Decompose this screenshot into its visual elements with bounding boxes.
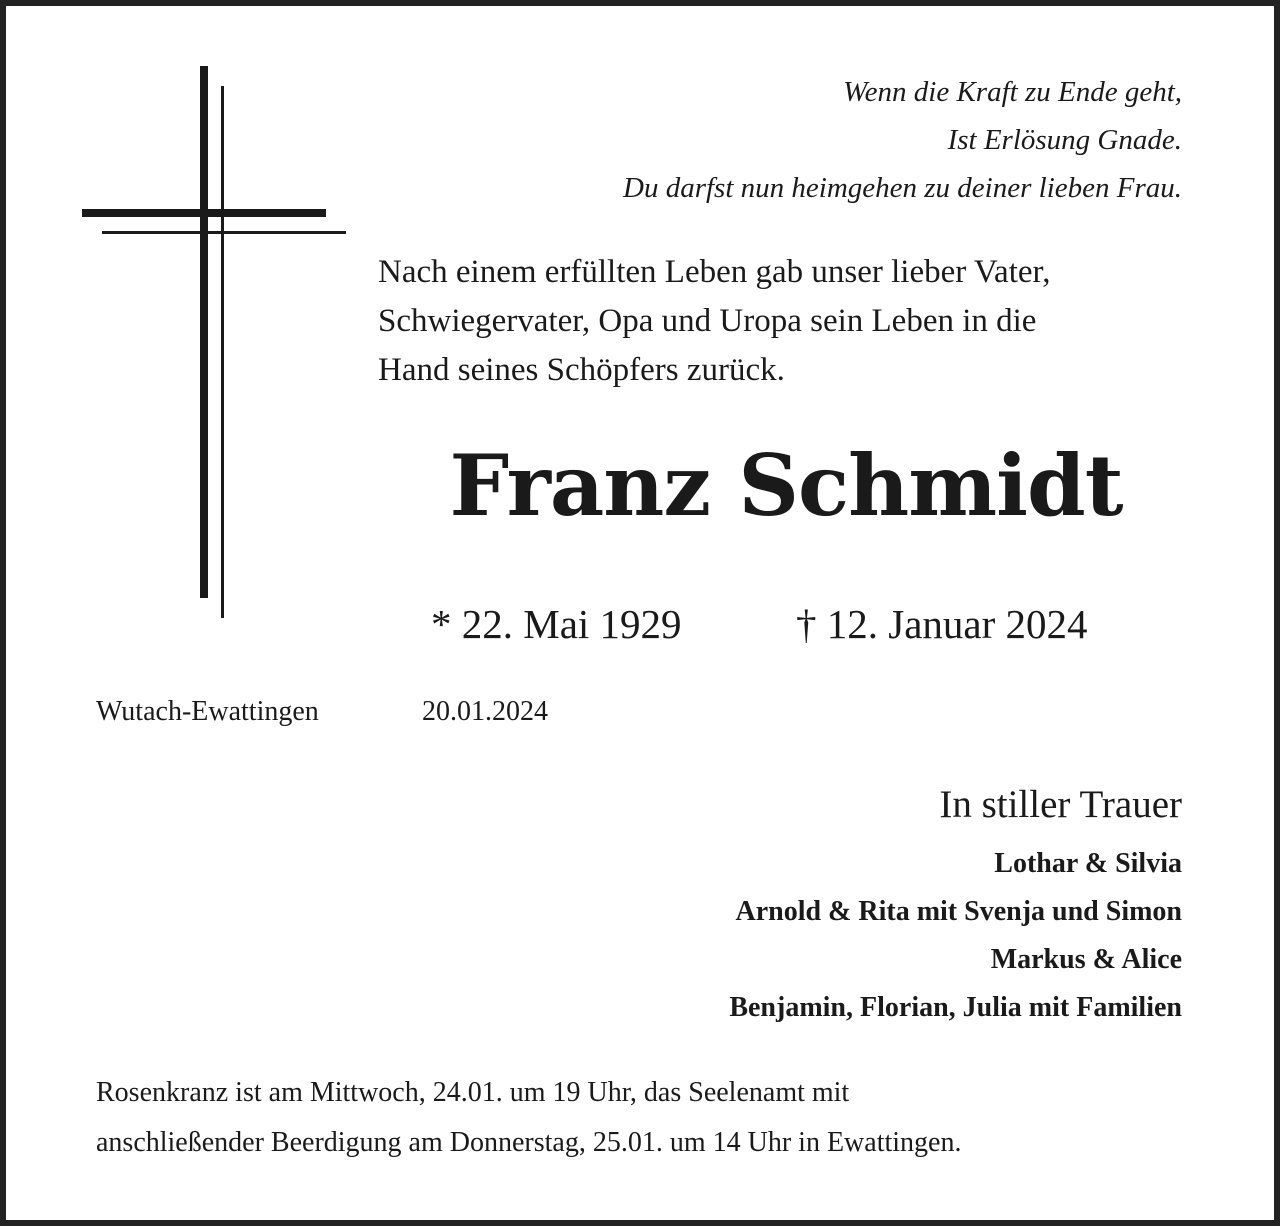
poem-line: Du darfst nun heimgehen zu deiner lieben Frau. (623, 172, 1182, 204)
death-date: † 12. Januar 2024 (796, 601, 1088, 647)
mourners-list (729, 840, 1182, 1032)
poem-line: Ist Erlösung Gnade. (947, 124, 1182, 156)
mourning-heading: In stiller Trauer (939, 783, 1182, 826)
intro-line: Schwiegervater, Opa und Uropa sein Leben in die (378, 303, 1037, 339)
poem-verse (623, 68, 1182, 212)
publication-date: 20.01.2024 (422, 696, 548, 727)
intro-text (378, 248, 1198, 395)
mourner-entry: Markus & Alice (990, 944, 1182, 975)
mourner-entry: Lothar & Silvia (994, 848, 1182, 879)
cross-icon (82, 66, 346, 618)
notice-line: anschließender Beerdigung am Donnerstag, 25.01. um 14 Uhr in Ewattingen. (96, 1127, 962, 1158)
place-name: Wutach-Ewattingen (96, 696, 319, 727)
poem-line: Wenn die Kraft zu Ende geht, (843, 76, 1182, 108)
notice-line: Rosenkranz ist am Mittwoch, 24.01. um 19 Uhr, das Seelenamt mit (96, 1077, 850, 1108)
deceased-name: Franz Schmidt (449, 436, 1123, 535)
funeral-notice (96, 1068, 1196, 1168)
birth-date: * 22. Mai 1929 (431, 601, 682, 647)
intro-line: Hand seines Schöpfers zurück. (378, 352, 785, 388)
mourner-entry: Benjamin, Florian, Julia mit Familien (729, 992, 1182, 1023)
intro-line: Nach einem erfüllten Leben gab unser lieber Vater, (378, 254, 1051, 290)
mourner-entry: Arnold & Rita mit Svenja und Simon (735, 896, 1182, 927)
